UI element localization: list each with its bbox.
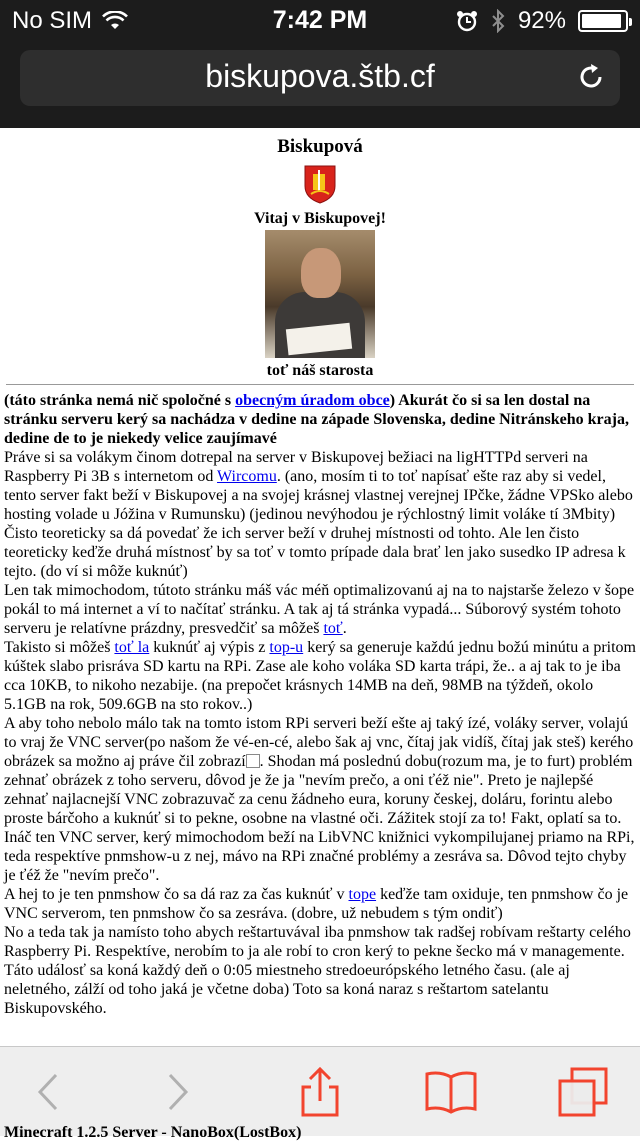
p1-text-2: . (ano, mosím ti to toť napísať ešte raz aby si vedel, tento server fakt beží v Biskupovej a na svojej krásnej vlastnej verejnej IPčke, žádne VPSko alebo hosting volade u Jóžina v Rumunsku) (jedinou nevýhodou je rýchlostný limit voláke tí 3Mbity) — [4, 468, 633, 523]
coat-of-arms-icon — [303, 164, 337, 204]
divider — [6, 384, 634, 385]
page-header — [4, 136, 636, 380]
paragraph-3 — [4, 581, 636, 638]
p4-text-2: kuknúť aj výpis z — [149, 639, 270, 656]
tabs-icon[interactable] — [556, 1065, 610, 1119]
wircom-link[interactable]: Wircomu — [217, 468, 277, 485]
battery-fill — [582, 14, 621, 28]
back-icon[interactable] — [22, 1065, 76, 1119]
status-time: 7:42 PM — [272, 6, 368, 34]
p3-text-2: . — [342, 620, 347, 637]
article-body — [4, 391, 636, 1018]
status-right — [456, 7, 628, 35]
mayor-photo — [265, 230, 375, 358]
p5-text-1: A aby toho nebolo málo tak na tomto istom RPi serveri beží ešte aj taký ízé, voláky server, volajú to vraj že VNC server(po našom že vé-en-cé, alebo šak aj vnc, čítaj jak vidíš, čítaj jak steš) kerého obrázek sa možno aj práve čil zobrazí — [4, 715, 634, 770]
photo-face — [301, 248, 341, 298]
address-bar[interactable] — [20, 50, 620, 106]
battery-percent: 92% — [517, 7, 566, 34]
battery-icon — [578, 10, 628, 32]
p4-text-1: Takisto si môžeš — [4, 639, 115, 656]
paragraph-2: Čisto teoreticky sa dá povedať že ich server beží v druhej místnosti od tohto. Ale len čisto teoreticky keďže druhá místnosť by sa toť v tomto prípade dala brať len jako susedko IP adresa k tejto. (do ví si môže kuknúť) — [4, 525, 626, 580]
p5-text-2: . Shodan má poslednú dobu(rozum ma, je to furt) problém zehnať obrázek z toho serveru, dôvod je že ja "nevím prečo, a oni ťéž nie". Preto je najlepšé zehnať najlacnejší VNC zobrazuvač za cenu žádneho eura, koruny českej, doláru, forintu alebo proste bárčoho a kuknúť si to pekne, osobne na vlastné oči. Zážitek stojí za to! Fakt, oplatí sa to. Ináč ten VNC server, kerý mimochodom beží na LibVNC knižnici vykompilujanej priamo na RPi, teda respektíve pnmshow-u z nej, mávo na RPi značné problémy a zesráva sa. Dôvod tejto chyby je ťéž že "nevím prečo". — [4, 753, 635, 884]
intro-text-1: (táto stránka nemá nič spoločné s — [4, 392, 236, 409]
p1-text-1: Práve si sa volákym činom dotrepal na server v Biskupovej bežiaci na ligHTTPd serveri na Raspberry Pi 3B s internetom od — [4, 449, 588, 485]
browser-chrome — [0, 0, 640, 128]
bookmarks-icon[interactable] — [424, 1065, 478, 1119]
tot-la-link[interactable]: toť la — [114, 639, 150, 656]
paragraph-7: No a teda tak ja namísto toho abych reštartuvával iba pnmshow tak radšej robívam reštarty celého Raspberry Pi. Respektíve, nerobím to ja ale robí to cron kerý to pekne šecko má v managemente. Táto událosť sa koná každý deň o 0:05 miestneho stredoeurópského letného času. (ale aj neletného, zálží od toho jaká je včetne doba) Toto sa koná naraz s reštartom satelantu Biskupovského. — [4, 924, 631, 1017]
intro-paragraph — [4, 391, 636, 448]
reload-icon[interactable] — [576, 62, 606, 92]
municipal-office-link[interactable]: obecným úradom obce — [235, 392, 390, 409]
bluetooth-icon — [490, 9, 506, 33]
intro-text-2: ) Akurát čo si sa len dostal na stránku serveru kerý sa nachádza v dedine na západe Slovenska, dedine Nitránskeho kraja, dedine de to je niekedy velice zaujímavé — [4, 392, 629, 447]
browser-toolbar — [0, 1046, 640, 1136]
status-bar — [0, 0, 640, 40]
paragraph-4 — [4, 638, 636, 714]
welcome-heading: Vitaj v Biskupovej! — [254, 210, 386, 227]
tope-link[interactable]: tope — [348, 886, 377, 903]
filesystem-link[interactable]: toť — [323, 620, 343, 637]
p3-text-1: Len tak mimochodom, tútoto stránku máš vác méň optimalizovanú aj na to najstarše železo v šope pokál to má internet a ví to načítať stránku. A tak aj tá stránka vypadá... Súborový systém tohoto serveru je relatívne prázdny, presvedčiť sa môžeš — [4, 582, 635, 637]
p6-text-2: keďže tam oxiduje, ten pnmshow čo je VNC serverom, ten pnmshow čo sa zesráva. (dobre, už nebudem s tým ondiť) — [4, 886, 629, 922]
p6-text-1: A hej to je ten pnmshow čo sa dá raz za čas kuknúť v — [4, 886, 349, 903]
url-text[interactable]: biskupova.štb.cf — [205, 58, 435, 94]
paragraph-5 — [4, 714, 636, 885]
paragraph-6 — [4, 885, 636, 923]
top-link[interactable]: top-u — [269, 639, 304, 656]
web-page — [0, 128, 640, 1018]
page-title: Biskupová — [277, 136, 363, 157]
photo-caption: toť náš starosta — [266, 362, 374, 379]
vnc-screenshot-image — [246, 754, 260, 768]
alarm-clock-icon — [456, 10, 478, 32]
forward-icon[interactable] — [150, 1065, 204, 1119]
paragraph-1 — [4, 448, 636, 524]
p4-text-3: kerý sa generuje každú jednu božú minútu a pritom kúštek slabo prisráva SD kartu na RPi. Zase ale koho voláka SD karta trápi, že.. a aj tak to je iba cca 10KB, to nikoho nezabije. (na prepočet krásnych 14MB na deň, 98MB na týždeň, okolo 5.1GB na rok, 509.6GB na sto rokov..) — [4, 639, 636, 713]
share-icon[interactable] — [293, 1065, 347, 1119]
next-section-heading: Minecraft 1.2.5 Server - NanoBox(LostBox) — [4, 1124, 302, 1141]
carrier-label: No SIM — [12, 7, 93, 34]
